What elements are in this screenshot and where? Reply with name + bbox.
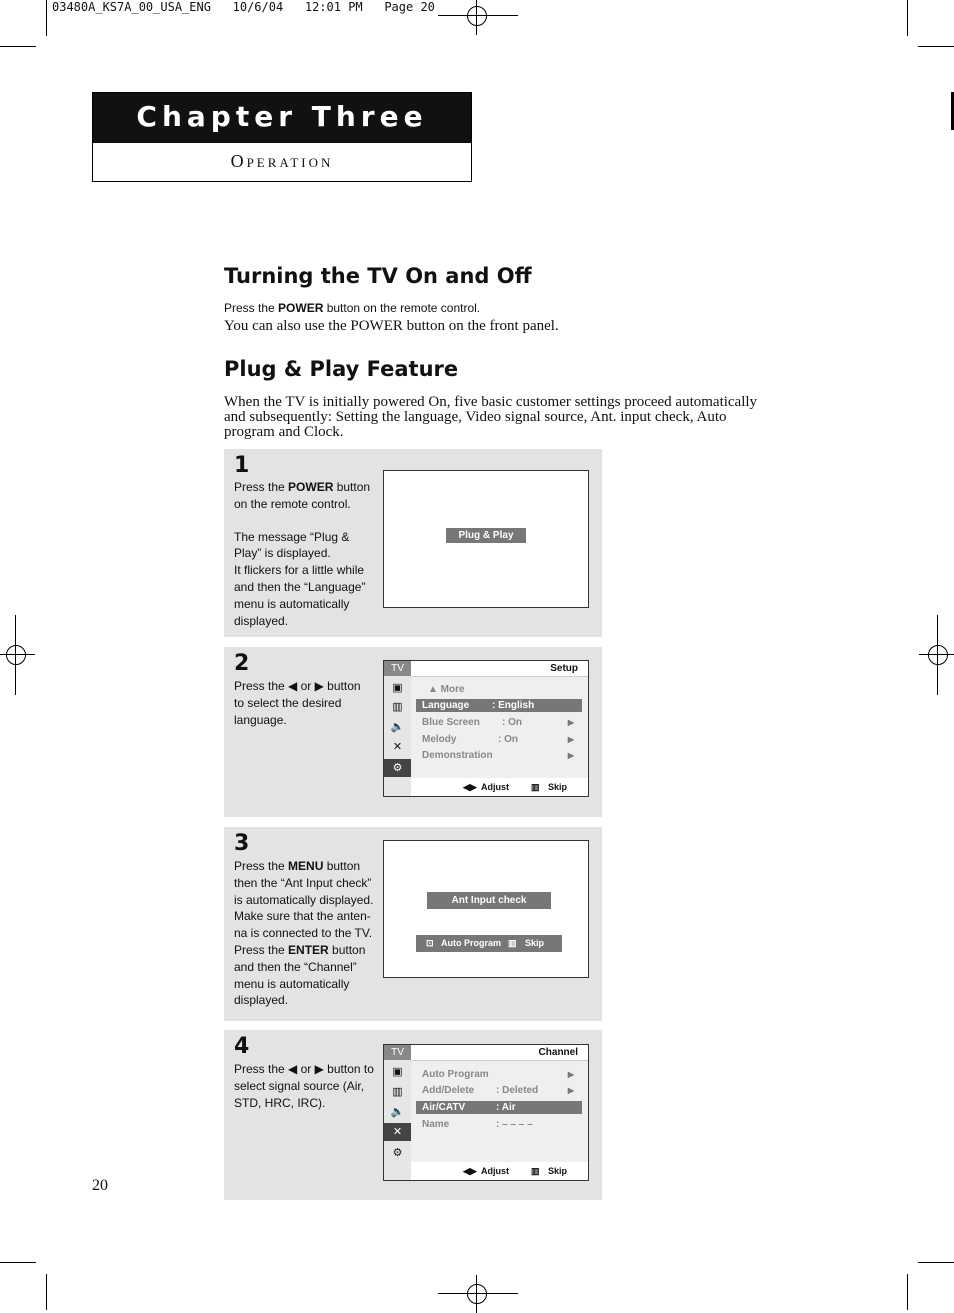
right-arrow-icon: ▶ <box>567 735 574 744</box>
auto-program-label: Auto Program <box>441 938 502 948</box>
menu-row-blue-screen[interactable] <box>416 716 582 729</box>
section-title-turning-on-off: Turning the TV On and Off <box>224 264 532 288</box>
menu-row-label: Language <box>422 700 470 711</box>
text-bold: POWER <box>288 480 334 494</box>
section2-intro-line: When the TV is initially powered On, five basic customer settings proceed automatically <box>224 394 758 410</box>
right-arrow-icon: ▶ <box>567 1086 574 1095</box>
text-line: language. <box>234 712 287 727</box>
menu-row-label: Add/Delete <box>422 1085 475 1096</box>
tv-screen <box>383 840 589 978</box>
menu-footer <box>411 778 588 796</box>
text: Press the <box>234 480 289 494</box>
crop-mark <box>46 1274 47 1310</box>
adjust-arrows-icon: ◀▶ <box>463 1166 477 1176</box>
registration-mark-icon <box>458 1275 496 1313</box>
left-arrow-icon: ◀ <box>288 679 298 693</box>
crop-mark <box>46 0 47 36</box>
text: Press the <box>234 859 289 873</box>
crop-mark <box>918 46 954 47</box>
text-line: menu is automatically <box>234 976 350 991</box>
chapter-title: Chapter Three <box>93 93 471 143</box>
text-bold: ENTER <box>288 942 329 957</box>
right-arrow-icon: ▶ <box>314 1062 324 1076</box>
menu-row-label: Air/CATV <box>422 1102 466 1113</box>
text-line <box>234 1061 384 1078</box>
skip-icon: ▥ <box>508 938 517 948</box>
menu-footer <box>411 1162 588 1180</box>
channel-menu-screen <box>383 1044 589 1181</box>
section2-intro-line: and subsequently: Setting the language, Video signal source, Ant. input check, Auto <box>224 409 727 425</box>
skip-label: Skip <box>548 1166 568 1176</box>
menu-body <box>411 677 588 778</box>
skip-label: Skip <box>548 782 568 792</box>
menu-row-value: : On <box>498 734 518 745</box>
registration-mark-icon <box>0 636 35 674</box>
section2-intro-line: program and Clock. <box>224 424 344 440</box>
text: Press the <box>224 301 279 315</box>
text: button <box>323 859 361 873</box>
crop-mark <box>15 615 16 695</box>
sound-icon: 🔈 <box>390 721 405 733</box>
channel-icon: ▥ <box>392 1086 403 1098</box>
section1-line1 <box>224 301 480 315</box>
text-line <box>234 678 379 695</box>
menu-more-label: ▲ More <box>428 684 465 695</box>
left-arrow-icon: ◀ <box>288 1062 298 1076</box>
antenna-icon: ✕ <box>384 1123 411 1141</box>
menu-body <box>411 1061 588 1162</box>
sound-icon: 🔈 <box>390 1106 405 1118</box>
text-line: It flickers for a little while <box>234 563 365 578</box>
menu-row-demonstration[interactable] <box>416 749 582 762</box>
menu-row-air-catv[interactable] <box>416 1101 582 1114</box>
menu-row-add-delete[interactable] <box>416 1084 582 1097</box>
step-4-panel <box>224 1030 602 1200</box>
tv-screen <box>383 470 589 608</box>
menu-row-value: : English <box>492 700 535 711</box>
picture-icon: ▣ <box>392 1066 403 1078</box>
page-number: 20 <box>92 1177 108 1194</box>
menu-sidebar <box>384 661 411 796</box>
right-arrow-icon: ▶ <box>314 679 324 693</box>
menu-sidebar <box>384 1045 411 1180</box>
crop-mark <box>937 615 938 695</box>
text-line: is automatically displayed. <box>234 892 374 907</box>
text-line: Make sure that the anten- <box>234 909 371 924</box>
menu-row-label: Auto Program <box>422 1069 489 1080</box>
text-line: displayed. <box>234 993 289 1008</box>
menu-row-language[interactable] <box>416 699 582 712</box>
adjust-label: Adjust <box>481 1166 509 1176</box>
menu-row-value: : Deleted <box>496 1085 539 1096</box>
antenna-icon: ✕ <box>392 741 403 753</box>
spacer <box>234 513 379 529</box>
ant-input-bar <box>416 935 562 952</box>
step-2-panel <box>224 647 602 817</box>
menu-row-name[interactable] <box>416 1118 582 1131</box>
registration-mark-icon <box>458 0 496 35</box>
step-3-panel <box>224 827 602 1021</box>
skip-icon: ▥ <box>531 1166 540 1176</box>
picture-icon: ▣ <box>392 682 403 694</box>
step-1-panel <box>224 449 602 637</box>
plug-play-label: Plug & Play <box>446 528 526 543</box>
tv-label: TV <box>384 661 411 676</box>
setup-icon: ⚙ <box>384 759 411 777</box>
text-bold: POWER <box>278 301 324 315</box>
text-line: then the “Ant Input check” <box>234 875 372 890</box>
menu-title: Setup <box>411 661 588 677</box>
text: button on the remote control. <box>323 301 481 315</box>
text: Press the <box>234 942 289 957</box>
menu-more <box>416 683 582 696</box>
step-number: 1 <box>234 453 250 478</box>
setup-menu-screen <box>383 660 589 797</box>
right-arrow-icon: ▶ <box>567 718 574 727</box>
menu-row-value: : Air <box>496 1102 516 1113</box>
step-number: 3 <box>234 831 250 856</box>
text: button <box>333 480 371 494</box>
step-2-text <box>234 678 379 728</box>
text-line: STD, HRC, IRC). <box>234 1095 326 1110</box>
skip-label: Skip <box>525 938 545 948</box>
crop-mark <box>438 15 518 16</box>
text-line: displayed. <box>234 613 289 628</box>
step-4-text <box>234 1061 384 1111</box>
text-line: na is connected to the TV. <box>234 926 373 941</box>
adjust-arrows-icon: ◀▶ <box>463 782 477 792</box>
enter-icon: ⊡ <box>426 938 434 948</box>
menu-row-value: : On <box>502 717 522 728</box>
right-arrow-icon: ▶ <box>567 751 574 760</box>
text-line: menu is automatically <box>234 596 350 611</box>
chapter-header <box>92 92 472 182</box>
menu-row-label: Melody <box>422 734 457 745</box>
crop-mark <box>0 46 36 47</box>
text: Press the <box>234 1062 289 1076</box>
step-number: 2 <box>234 651 250 676</box>
text-line <box>234 858 384 875</box>
text-line: and then the “Channel” <box>234 959 357 974</box>
step-number: 4 <box>234 1034 250 1059</box>
section1-line2: You can also use the POWER button on the front panel. <box>224 318 559 334</box>
crop-mark <box>438 1293 518 1294</box>
menu-title: Channel <box>411 1045 588 1061</box>
crop-mark <box>0 1262 36 1263</box>
chapter-subtitle <box>93 151 471 172</box>
text-line <box>234 479 379 496</box>
menu-row-auto-program[interactable] <box>416 1068 582 1081</box>
step-3-text <box>234 858 384 1009</box>
setup-icon: ⚙ <box>392 1147 403 1159</box>
crop-mark <box>907 0 908 36</box>
section-title-plug-play: Plug & Play Feature <box>224 357 459 381</box>
text: or <box>297 679 315 693</box>
text-line: The message “Plug & <box>234 529 350 544</box>
chapter-subtitle-rest: PERATION <box>246 155 334 170</box>
text-line <box>234 942 384 959</box>
text: Press the <box>234 679 289 693</box>
text-line: on the remote control. <box>234 496 351 511</box>
text: button <box>323 679 361 693</box>
print-slug: 03480A_KS7A_00_USA_ENG 10/6/04 12:01 PM Page 20 <box>52 0 435 14</box>
menu-row-label: Demonstration <box>422 750 493 761</box>
text: button <box>328 942 366 957</box>
step-1-text <box>234 479 379 629</box>
crop-mark <box>907 1274 908 1310</box>
menu-row-melody[interactable] <box>416 733 582 746</box>
text-line: to select the desired <box>234 695 342 710</box>
menu-row-label: Name <box>422 1119 450 1130</box>
skip-icon: ▥ <box>531 782 540 792</box>
chapter-subtitle-initial: O <box>230 151 247 171</box>
tv-label: TV <box>384 1045 411 1060</box>
text-line: Play” is displayed. <box>234 546 331 561</box>
text: or <box>297 1062 315 1076</box>
text-line: select signal source (Air, <box>234 1078 365 1093</box>
channel-icon: ▥ <box>392 701 403 713</box>
crop-mark <box>918 1262 954 1263</box>
text-line: and then the “Language” <box>234 579 366 594</box>
ant-input-check-label: Ant Input check <box>427 892 551 909</box>
right-arrow-icon: ▶ <box>567 1070 574 1079</box>
menu-row-label: Blue Screen <box>422 717 480 728</box>
text: button to <box>323 1062 374 1076</box>
adjust-label: Adjust <box>481 782 509 792</box>
menu-row-value: : – – – – <box>496 1119 533 1130</box>
text-bold: MENU <box>288 859 324 873</box>
